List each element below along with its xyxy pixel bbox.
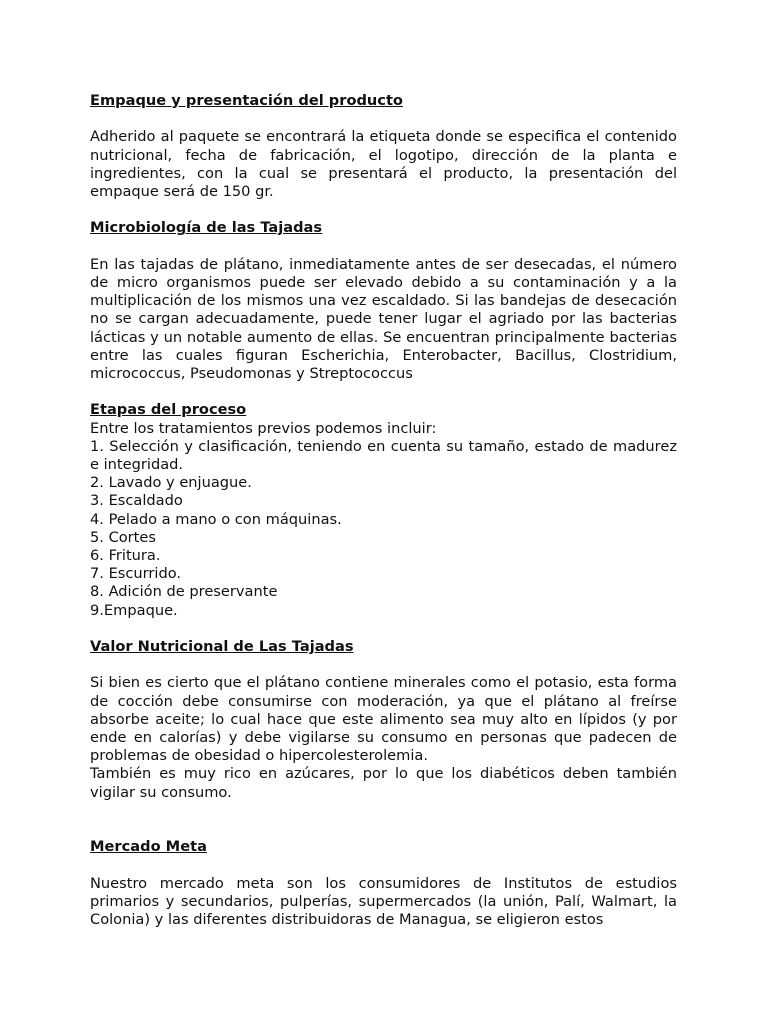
etapas-list [90, 438, 677, 620]
spacer [90, 201, 677, 219]
spacer [90, 802, 677, 838]
heading-microbiologia: Microbiología de las Tajadas [90, 219, 323, 237]
spacer [90, 620, 677, 638]
spacer [90, 110, 677, 128]
paragraph-valor-2: También es muy rico en azúcares, por lo que los diabéticos deben también vigilar su consumo. [90, 765, 677, 801]
list-item: 2. Lavado y enjuague. [90, 474, 252, 492]
list-item: 8. Adición de preservante [90, 583, 278, 601]
list-item: 7. Escurrido. [90, 565, 182, 583]
list-item: 5. Cortes [90, 528, 156, 546]
list-item: 3. Escaldado [90, 492, 183, 510]
paragraph-microbiologia: En las tajadas de plátano, inmediatamente antes de ser desecadas, el número de micro organismos puede ser elevado debido a su contaminación y a la multiplicación de los mismos una vez escaldado. Si las bandejas de desecación no se cargan adecuadamente, puede tener lugar el agriado por las bacterias lácticas y un notable aumento de ellas. Se encuentran principalmente bacterias entre las cuales figuran Escherichia, Enterobacter, Bacillus, Clostridium, micrococcus, Pseudomonas y Streptococcus [90, 255, 677, 382]
heading-empaque: Empaque y presentación del producto [90, 92, 403, 109]
list-item: 6. Fritura. [90, 547, 161, 565]
spacer [90, 856, 677, 874]
document-page [90, 92, 677, 929]
paragraph-empaque: Adherido al paquete se encontrará la etiqueta donde se especifica el contenido nutricional, fecha de fabricación, el logotipo, dirección de la planta e ingredientes, con la cual se presentará el producto, la presentación del empaque será de 150 gr. [90, 128, 677, 200]
spacer [90, 238, 677, 256]
list-item: 9.Empaque. [90, 601, 178, 619]
heading-valor-nutricional: Valor Nutricional de Las Tajadas [90, 638, 354, 656]
spacer [90, 656, 677, 674]
list-item: 4. Pelado a mano o con máquinas. [90, 510, 342, 528]
heading-etapas: Etapas del proceso [90, 401, 247, 419]
paragraph-mercado: Nuestro mercado meta son los consumidores de Institutos de estudios primarios y secundarios, pulperías, supermercados (la unión, Palí, Walmart, la Colonia) y las diferentes distribuidoras de Managua, se eligieron estos [90, 874, 677, 929]
list-item: 1. Selección y clasificación, teniendo en cuenta su tamaño, estado de madurez e integridad. [90, 437, 677, 473]
paragraph-valor-1: Si bien es cierto que el plátano contiene minerales como el potasio, esta forma de cocción debe consumirse con moderación, ya que el plátano al freírse absorbe aceite; lo cual hace que este alimento sea muy alto en lípidos (y por ende en calorías) y debe vigilarse su consumo en personas que padecen de problemas de obesidad o hipercolesterolemia. [90, 674, 677, 765]
heading-mercado-meta: Mercado Meta [90, 838, 207, 856]
spacer [90, 383, 677, 401]
etapas-intro: Entre los tratamientos previos podemos incluir: [90, 419, 437, 437]
